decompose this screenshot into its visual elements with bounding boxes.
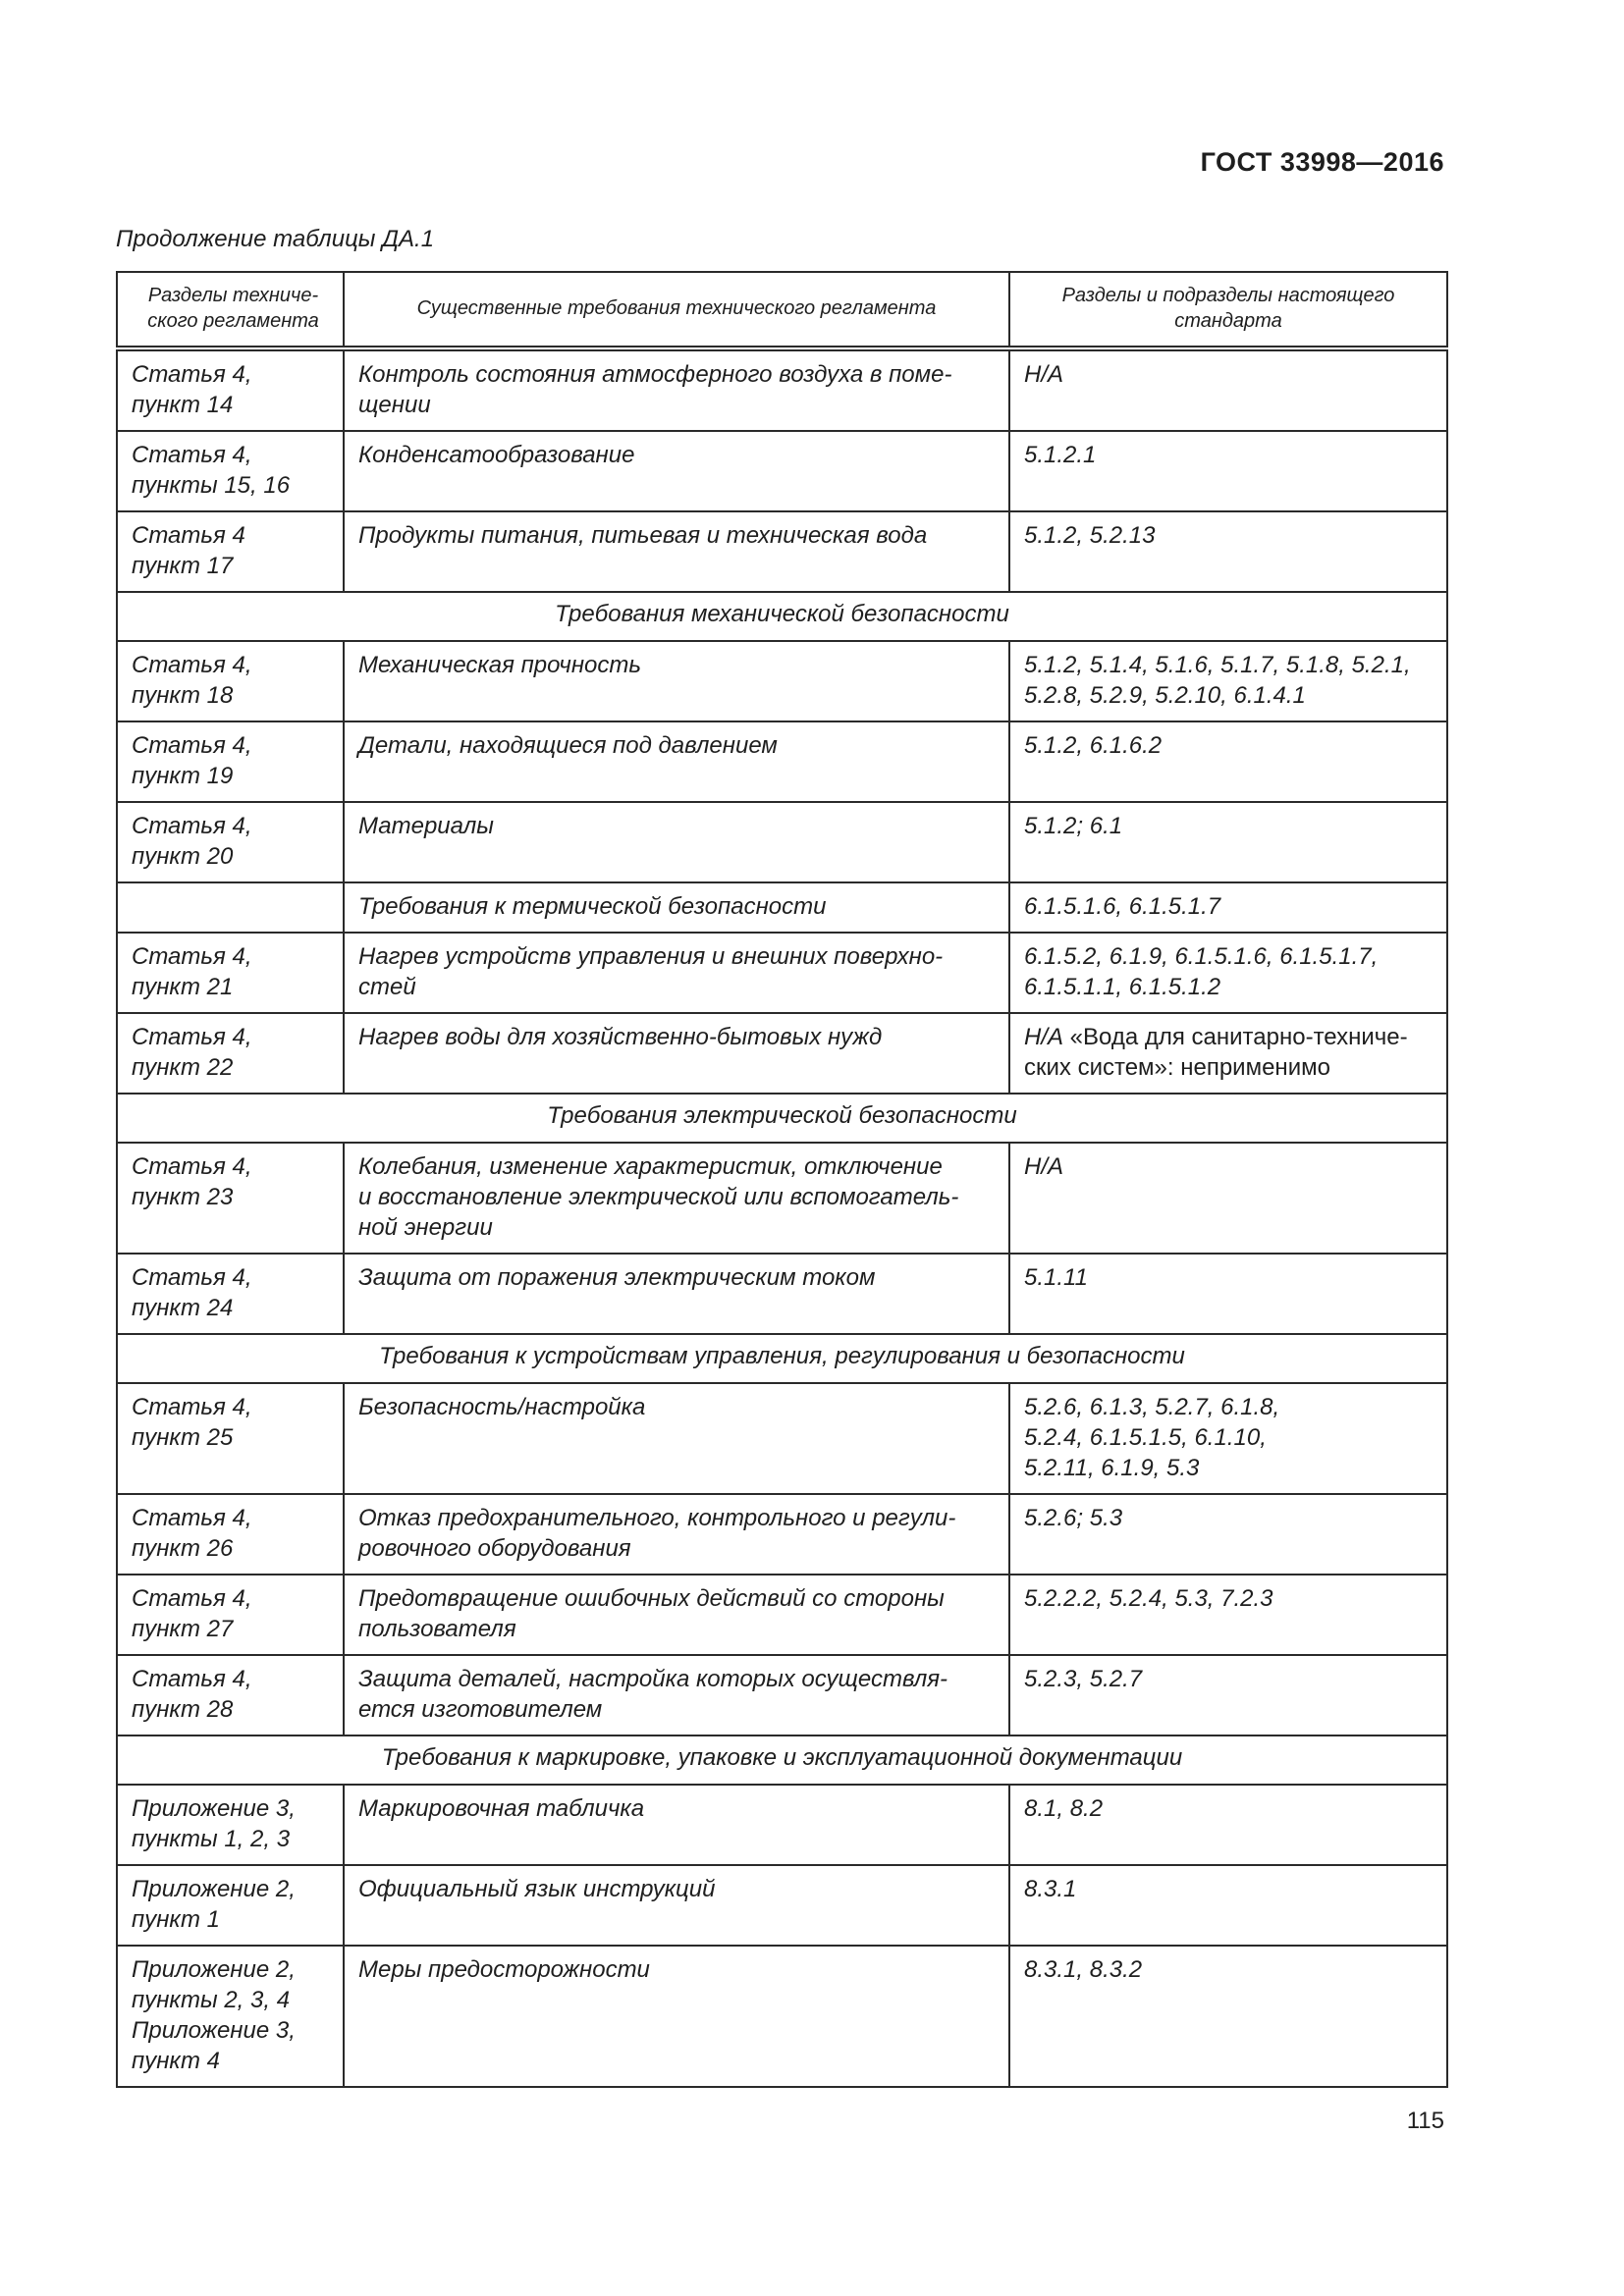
regulation-section-cell	[117, 882, 344, 933]
regulation-section-cell: Приложение 2, пункт 1	[117, 1865, 344, 1946]
requirement-cell: Механическая прочность	[344, 641, 1009, 721]
requirement-cell: Детали, находящиеся под давлением	[344, 721, 1009, 802]
standard-section-cell: 5.2.6; 5.3	[1009, 1494, 1447, 1575]
table-row	[117, 1785, 1447, 1865]
table-row	[117, 1013, 1447, 1094]
section-row	[117, 1094, 1447, 1143]
table-header-row	[117, 272, 1447, 348]
table-row	[117, 1143, 1447, 1254]
table-row	[117, 721, 1447, 802]
regulation-section-cell: Приложение 3, пункты 1, 2, 3	[117, 1785, 344, 1865]
standard-section-cell: Н/А	[1009, 348, 1447, 431]
requirement-cell: Нагрев воды для хозяйственно-бытовых нужд	[344, 1013, 1009, 1094]
standard-section-cell: 5.1.2, 5.2.13	[1009, 511, 1447, 592]
table-row	[117, 802, 1447, 882]
regulation-section-cell: Статья 4, пункт 27	[117, 1575, 344, 1655]
requirement-cell: Защита от поражения электрическим током	[344, 1254, 1009, 1334]
regulation-section-cell: Статья 4, пункт 22	[117, 1013, 344, 1094]
requirement-cell: Требования к термической безопасности	[344, 882, 1009, 933]
standard-section-cell: 5.1.11	[1009, 1254, 1447, 1334]
section-title: Требования электрической безопасности	[117, 1094, 1447, 1143]
standard-section-cell: 5.2.6, 6.1.3, 5.2.7, 6.1.8, 5.2.4, 6.1.5.1.5, 6.1.10, 5.2.11, 6.1.9, 5.3	[1009, 1383, 1447, 1494]
table-row	[117, 641, 1447, 721]
standard-section-cell: 5.2.2.2, 5.2.4, 5.3, 7.2.3	[1009, 1575, 1447, 1655]
standard-section-cell: 5.2.3, 5.2.7	[1009, 1655, 1447, 1735]
standard-section-cell: Н/А	[1009, 1143, 1447, 1254]
table-row	[117, 1494, 1447, 1575]
standard-section-cell: 5.1.2; 6.1	[1009, 802, 1447, 882]
requirement-cell: Продукты питания, питьевая и техническая вода	[344, 511, 1009, 592]
table-row	[117, 1575, 1447, 1655]
regulation-section-cell: Статья 4, пункт 24	[117, 1254, 344, 1334]
requirement-cell: Безопасность/настройка	[344, 1383, 1009, 1494]
section-row	[117, 592, 1447, 641]
standard-section-cell: 5.1.2, 5.1.4, 5.1.6, 5.1.7, 5.1.8, 5.2.1, 5.2.8, 5.2.9, 5.2.10, 6.1.4.1	[1009, 641, 1447, 721]
requirement-cell: Официальный язык инструкций	[344, 1865, 1009, 1946]
table-row	[117, 511, 1447, 592]
regulation-section-cell: Статья 4, пункт 20	[117, 802, 344, 882]
requirement-cell: Защита деталей, настройка которых осуществля- ется изготовителем	[344, 1655, 1009, 1735]
not-applicable-note: «Вода для санитарно-техниче- ских систем»: неприменимо	[1024, 1024, 1408, 1081]
table-row	[117, 348, 1447, 431]
table-row	[117, 1946, 1447, 2087]
regulation-section-cell: Статья 4, пункт 26	[117, 1494, 344, 1575]
requirement-cell: Предотвращение ошибочных действий со стороны пользователя	[344, 1575, 1009, 1655]
regulation-section-cell: Статья 4 пункт 17	[117, 511, 344, 592]
regulation-section-cell: Статья 4, пункт 25	[117, 1383, 344, 1494]
regulation-section-cell: Статья 4, пункты 15, 16	[117, 431, 344, 511]
regulation-section-cell: Статья 4, пункт 14	[117, 348, 344, 431]
regulation-section-cell: Статья 4, пункт 19	[117, 721, 344, 802]
regulation-section-cell: Статья 4, пункт 21	[117, 933, 344, 1013]
standard-section-cell	[1009, 1013, 1447, 1094]
requirement-cell: Маркировочная табличка	[344, 1785, 1009, 1865]
requirement-cell: Материалы	[344, 802, 1009, 882]
standard-section-cell: 5.1.2.1	[1009, 431, 1447, 511]
requirement-cell: Отказ предохранительного, контрольного и регули- ровочного оборудования	[344, 1494, 1009, 1575]
table-row	[117, 1865, 1447, 1946]
table-row	[117, 1383, 1447, 1494]
regulation-section-cell: Статья 4, пункт 28	[117, 1655, 344, 1735]
requirement-cell: Меры предосторожности	[344, 1946, 1009, 2087]
requirement-cell: Нагрев устройств управления и внешних поверхно- стей	[344, 933, 1009, 1013]
standard-designation: ГОСТ 33998—2016	[1200, 147, 1444, 177]
table-row	[117, 1655, 1447, 1735]
section-title: Требования к устройствам управления, регулирования и безопасности	[117, 1334, 1447, 1383]
regulation-section-cell: Статья 4, пункт 18	[117, 641, 344, 721]
column-header: Существенные требования технического регламента	[344, 272, 1009, 348]
requirement-cell: Колебания, изменение характеристик, отключение и восстановление электрической или вспомогатель- ной энергии	[344, 1143, 1009, 1254]
standard-section-cell: 5.1.2, 6.1.6.2	[1009, 721, 1447, 802]
standard-section-cell: 8.3.1	[1009, 1865, 1447, 1946]
requirements-table	[116, 271, 1448, 2088]
table-row	[117, 933, 1447, 1013]
section-title: Требования к маркировке, упаковке и эксплуатационной документации	[117, 1735, 1447, 1785]
regulation-section-cell: Приложение 2, пункты 2, 3, 4 Приложение 3, пункт 4	[117, 1946, 344, 2087]
table-row	[117, 1254, 1447, 1334]
standard-section-cell: 8.3.1, 8.3.2	[1009, 1946, 1447, 2087]
page-number: 115	[1406, 2108, 1444, 2134]
standard-section-cell: 6.1.5.1.6, 6.1.5.1.7	[1009, 882, 1447, 933]
table-body	[117, 348, 1447, 2087]
table-caption: Продолжение таблицы ДА.1	[116, 226, 435, 252]
not-applicable-mark: Н/А	[1024, 1024, 1064, 1050]
table-row	[117, 431, 1447, 511]
standard-section-cell: 8.1, 8.2	[1009, 1785, 1447, 1865]
standard-section-cell: 6.1.5.2, 6.1.9, 6.1.5.1.6, 6.1.5.1.7, 6.1.5.1.1, 6.1.5.1.2	[1009, 933, 1447, 1013]
requirement-cell: Конденсатообразование	[344, 431, 1009, 511]
section-row	[117, 1334, 1447, 1383]
section-row	[117, 1735, 1447, 1785]
column-header: Разделы и подразделы настоящего стандарта	[1009, 272, 1447, 348]
regulation-section-cell: Статья 4, пункт 23	[117, 1143, 344, 1254]
section-title: Требования механической безопасности	[117, 592, 1447, 641]
table-row	[117, 882, 1447, 933]
requirement-cell: Контроль состояния атмосферного воздуха в поме- щении	[344, 348, 1009, 431]
column-header: Разделы техниче- ского регламента	[117, 272, 344, 348]
